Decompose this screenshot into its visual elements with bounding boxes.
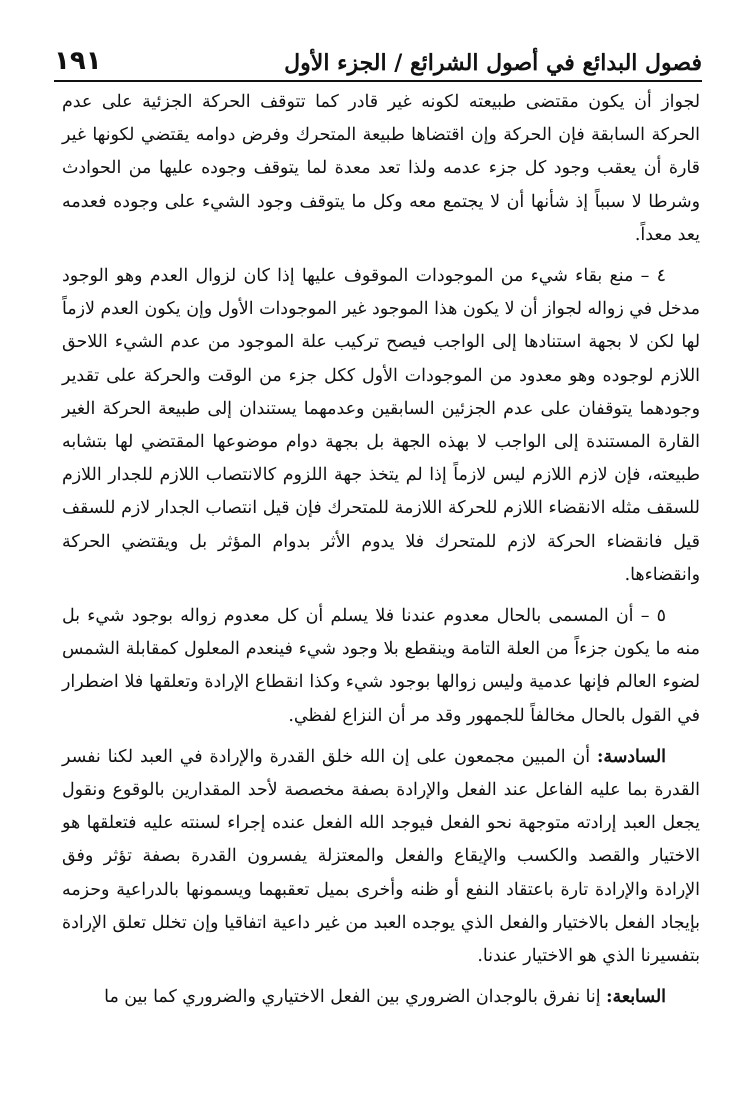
running-title: فصول البدائع في أصول الشرائع / الجزء الأول: [284, 50, 702, 76]
page-number: ١٩١: [54, 46, 102, 76]
paragraph-text: لجواز أن يكون مقتضى طبيعته لكونه غير قادر كما تتوقف الحركة الجزئية على عدم الحركة السابقة فإن الحركة وإن اقتضاها طبيعة المتحرك وفرض دوامه يقتضي لكونها غير قارة أن يعقب وجود كل جزء عدمه ولذا تعد معدة لما يتوقف وجوده عليها من الحوادث وشرطا لا سبباً إذ شأنها أن لا يجتمع معه وكل ما يتوقف وجود الشيء على وجوده فعدمه يعد معداً.: [62, 92, 700, 245]
section-lead-sixth: السادسة:: [596, 746, 666, 767]
paragraph-item-5: [62, 600, 700, 733]
paragraph-text: ٤ – منع بقاء شيء من الموجودات الموقوف عليها إذا كان لزوال العدم وهو الوجود مدخل في زواله لجواز أن لا يكون هذا الموجود غير الموجودات الأول وإن يكون العدم لازماً لها لكن لا بجهة استنادها إلى الواجب فيصح تركيب علة الموجود من عدم الشيء اللاحق اللازم لوجوده وهو معدود من الموجودات الأول ككل جزء من الوقت والحركة على تقدير وجودهما يتوقفان على عدم الجزئين السابقين وعدمهما يستندان إلى طبيعة الحركة الغير القارة المستندة إلى الواجب لا بهذه الجهة بل بجهة دوام موضوعها المقتضي لها بتشابه طبيعته، فإن لازم اللازم ليس لازماً إذا لم يتخذ جهة اللزوم كالانتصاب اللازم للجدار اللازم للسقف مثله الانقضاء اللازم للحركة اللازمة للمتحرك فإن قيل انتصاب الجدار لازم للسقف قيل فانقضاء الحركة لازم للمتحرك فلا يدوم الأثر بدوام المؤثر بل ويقتضي الحركة وانقضاءها.: [62, 266, 700, 585]
section-lead-seventh: السابعة:: [606, 987, 666, 1008]
paragraph-text: ٥ – أن المسمى بالحال معدوم عندنا فلا يسلم أن كل معدوم زواله بوجود شيء بل منه ما يكون جزءاً من العلة التامة وينقطع بلا وجود شيء فينعدم المعلول كمقابلة الشمس لضوء العالم فإنها عدمية وليس زوالها بوجود شيء وكذا انقطاع الإرادة وتعلقها فلا اضطرار في القول بالحال مخالفاً للجمهور وقد مر أن النزاع لفظي.: [62, 606, 700, 726]
paragraph-1: [62, 86, 700, 252]
paragraph-seventh: [62, 981, 700, 1014]
paragraph-sixth: [62, 741, 700, 973]
body-text: [62, 86, 700, 1022]
page-header: [54, 30, 702, 82]
paragraph-text: إنا نفرق بالوجدان الضروري بين الفعل الاختياري والضروري كما بين ما: [104, 987, 601, 1008]
paragraph-item-4: [62, 260, 700, 592]
paragraph-text: أن المبين مجمعون على إن الله خلق القدرة والإرادة في العبد لكنا نفسر القدرة بما عليه الفاعل عند الفعل والإرادة بصفة مخصصة لأحد المقدارين بالوقوع ونقول يجعل العبد إرادته متوجهة نحو الفعل فيوجد الله الفعل عنده إجراء لسنته عليه فتعلقها هو الاختيار والقصد والكسب والإيقاع والفعل والمعتزلة يفسرون القدرة بصفة تؤثر وفق الإرادة والإرادة تارة باعتقاد النفع أو ظنه وأخرى بميل تعقبهما ويسمونها بالدراعية وحزمه بإيجاد الفعل بالاختيار والفعل الذي يوجده العبد من غير داعية اتفاقيا وإن تخلل تعلق الإرادة بتفسيرنا الذي هو الاختيار عندنا.: [62, 746, 700, 967]
